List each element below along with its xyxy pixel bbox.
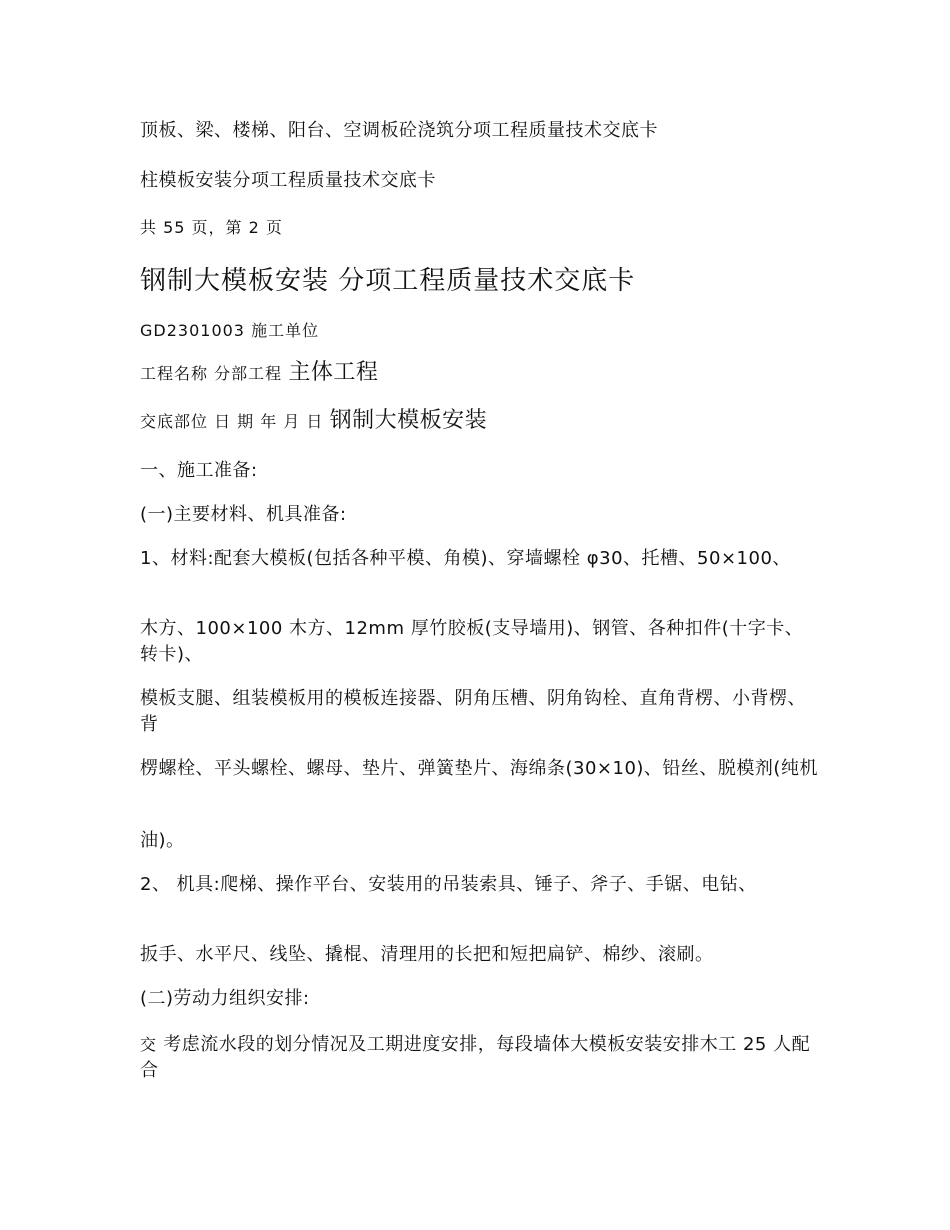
- section-heading-1: 一、施工准备:: [140, 460, 258, 481]
- part-label: 交底部位 日 期 年 月 日: [140, 412, 324, 431]
- paragraph-4: 楞螺栓、平头螺栓、螺母、垫片、弹簧垫片、海绵条(30×10)、铅丝、脱模剂(纯机: [140, 758, 818, 779]
- paragraph-8-text: 考虑流水段的划分情况及工期进度安排，每段墙体大模板安装安排木工 25 人配合: [140, 1034, 811, 1081]
- project-row: [140, 360, 820, 387]
- part-row: [140, 408, 820, 435]
- page-info: 共 55 页，第 2 页: [140, 218, 283, 237]
- heading-line-1: 顶板、梁、楼梯、阳台、空调板砼浇筑分项工程质量技术交底卡: [140, 120, 658, 141]
- document-title: 钢制大模板安装 分项工程质量技术交底卡: [140, 266, 636, 296]
- paragraph-7: 扳手、水平尺、线坠、撬棍、清理用的长把和短把扁铲、棉纱、滚刷。: [140, 944, 714, 965]
- paragraph-2: 木方、100×100 木方、12mm 厚竹胶板(支导墙用)、钢管、各种扣件(十字卡、转卡)、: [140, 618, 804, 665]
- project-value: 主体工程: [288, 360, 379, 385]
- subsection-heading-1: (一)主要材料、机具准备:: [140, 504, 347, 525]
- paragraph-8: [140, 1032, 820, 1084]
- subsection-heading-2: (二)劳动力组织安排:: [140, 988, 310, 1009]
- paragraph-3: 模板支腿、组装模板用的模板连接器、阴角压槽、阴角钩栓、直角背楞、小背楞、背: [140, 688, 806, 735]
- heading-line-2: 柱模板安装分项工程质量技术交底卡: [140, 170, 436, 191]
- paragraph-5: 油)。: [140, 830, 185, 851]
- paragraph-8-prefix: 交: [140, 1035, 158, 1054]
- project-label: 工程名称 分部工程: [140, 364, 283, 383]
- part-value: 钢制大模板安装: [329, 408, 488, 433]
- paragraph-6: 2、 机具:爬梯、操作平台、安装用的吊装索具、锤子、斧子、手锯、电钻、: [140, 874, 757, 895]
- paragraph-1: 1、材料:配套大模板(包括各种平模、角模)、穿墙螺栓 φ30、托槽、50×100、: [140, 548, 791, 569]
- code-line: GD2301003 施工单位: [140, 321, 320, 340]
